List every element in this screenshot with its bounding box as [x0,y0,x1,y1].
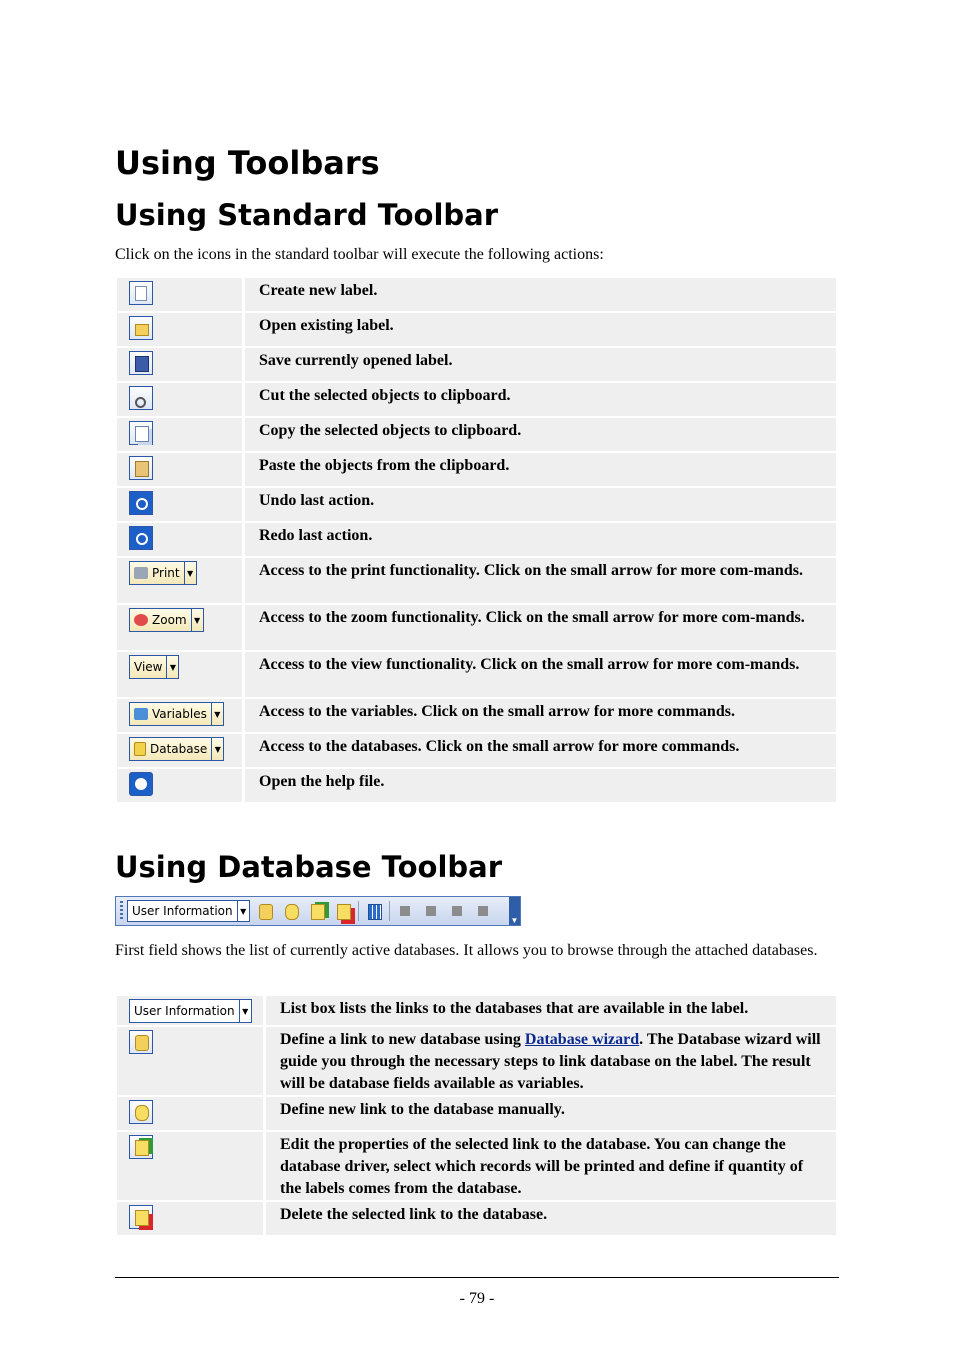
database-toolbar [115,896,521,926]
table-row [117,996,836,1025]
page-number: - 79 - [459,1290,495,1307]
variables-button-label: Variables [152,707,207,721]
database-wizard-icon[interactable] [254,900,276,922]
row-description: Save currently opened label. [245,348,836,381]
row-description: Access to the print functionality. Click on the small arrow for more com-mands. [245,558,836,603]
row-description: List box lists the links to the databases that are available in the label. [266,996,836,1025]
table-row [117,605,836,650]
redo-icon [129,526,153,550]
row-description [266,1027,836,1095]
row-description: Redo last action. [245,523,836,556]
print-dropdown [129,561,197,585]
row-description: Open existing label. [245,313,836,346]
delete-database-link-icon[interactable] [332,900,354,922]
table-row [117,734,836,767]
zoom-dropdown [129,608,204,632]
row-description: Open the help file. [245,769,836,802]
table-row [117,418,836,451]
database-select-value: User Information [132,904,233,918]
database-wizard-icon [129,1030,153,1054]
database-button-label: Database [150,742,208,756]
printer-icon [134,567,148,579]
table-row [117,558,836,603]
table-row [117,488,836,521]
next-record-icon[interactable] [446,900,468,922]
table-row [117,1027,836,1095]
row-description: Access to the databases. Click on the small arrow for more commands. [245,734,836,767]
view-dropdown [129,655,179,679]
zoom-button-label: Zoom [152,613,187,627]
toolbar-options-icon[interactable]: ▼ [509,897,520,925]
chevron-down-icon: ▼ [184,562,196,584]
database-toolbar-intro: First field shows the list of currently active databases. It allows you to browse through the attached databases. [115,942,818,959]
table-row [117,453,836,486]
table-row [117,652,836,697]
row-description: Edit the properties of the selected link to the database. You can change the database driver, select which records will be printed and define if quantity of the labels comes from the database. [266,1132,836,1200]
table-row [117,1132,836,1200]
row-description: Access to the view functionality. Click on the small arrow for more com-mands. [245,652,836,697]
database-icon [134,742,146,756]
row-description: Copy the selected objects to clipboard. [245,418,836,451]
paste-icon [129,456,153,480]
cut-icon [129,386,153,410]
table-row [117,278,836,311]
footer-divider [115,1277,839,1278]
database-list-box-value: User Information [134,1004,235,1018]
last-record-icon[interactable] [472,900,494,922]
chevron-down-icon: ▼ [166,656,178,678]
new-label-icon [129,281,153,305]
section-heading-standard-toolbar: Using Standard Toolbar [115,198,499,232]
row-description: Create new label. [245,278,836,311]
view-button-label: View [134,660,163,674]
save-icon [129,351,153,375]
variables-icon [134,708,148,720]
row-description: Paste the objects from the clipboard. [245,453,836,486]
page-title: Using Toolbars [115,144,380,182]
section-heading-database-toolbar: Using Database Toolbar [115,850,503,884]
table-row [117,313,836,346]
chevron-down-icon[interactable]: ▼ [237,901,249,921]
database-list-box [129,999,252,1023]
chevron-down-icon: ▼ [211,738,223,760]
table-row [117,699,836,732]
variables-dropdown [129,702,224,726]
row-description: Cut the selected objects to clipboard. [245,383,836,416]
edit-database-link-icon[interactable] [306,900,328,922]
table-row [117,1202,836,1235]
chevron-down-icon: ▼ [211,703,223,725]
toolbar-separator [389,901,390,921]
database-toolbar-table [117,994,836,1237]
row-text: . The Database wizard will guide you through the necessary steps to link database on the label. The result will be database fields available as variables. [280,1031,821,1092]
table-row [117,523,836,556]
row-text: Define a link to new database using [280,1031,525,1048]
new-database-link-icon [129,1100,153,1124]
standard-toolbar-intro: Click on the icons in the standard toolbar will execute the following actions: [115,246,604,263]
edit-database-link-icon [129,1135,153,1159]
database-wizard-link[interactable]: Database wizard [524,1031,640,1048]
toolbar-grip[interactable] [120,901,123,921]
new-database-link-icon[interactable] [280,900,302,922]
row-description: Undo last action. [245,488,836,521]
first-record-icon[interactable] [394,900,416,922]
zoom-icon [134,614,148,626]
table-row [117,769,836,802]
chevron-down-icon: ▼ [239,1000,251,1022]
row-description: Define new link to the database manually. [266,1097,836,1130]
delete-database-link-icon [129,1205,153,1229]
copy-icon [129,421,153,445]
help-icon [129,772,153,796]
row-description: Access to the variables. Click on the small arrow for more commands. [245,699,836,732]
row-description: Delete the selected link to the database. [266,1202,836,1235]
toolbar-separator [358,901,359,921]
print-button-label: Print [152,566,180,580]
chevron-down-icon: ▼ [191,609,203,631]
database-dropdown [129,737,224,761]
row-description: Access to the zoom functionality. Click on the small arrow for more com-mands. [245,605,836,650]
undo-icon [129,491,153,515]
database-table-icon[interactable] [363,900,385,922]
database-select[interactable] [127,900,250,922]
open-label-icon [129,316,153,340]
previous-record-icon[interactable] [420,900,442,922]
standard-toolbar-table [117,276,836,804]
table-row [117,383,836,416]
table-row [117,348,836,381]
table-row [117,1097,836,1130]
